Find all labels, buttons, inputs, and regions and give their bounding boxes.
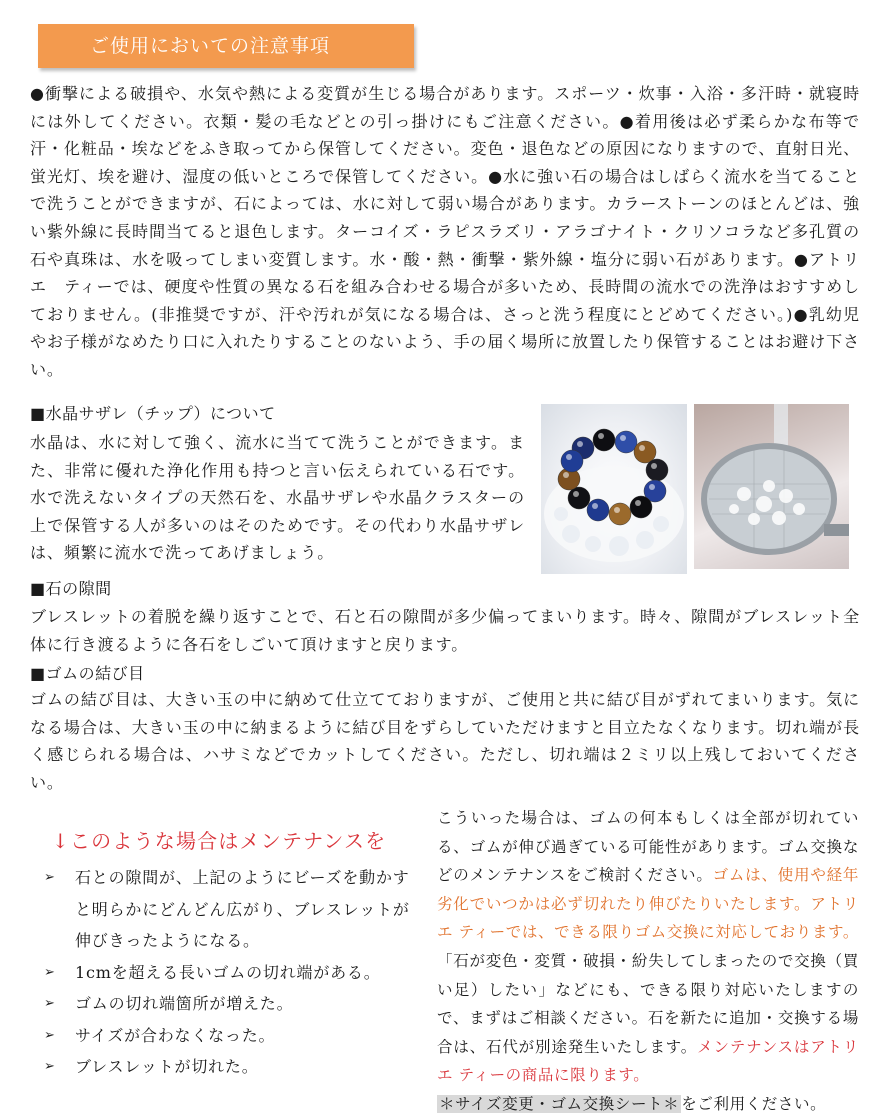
section-title: ご使用においての注意事項 [90, 35, 331, 57]
list-item: ➢ ゴムの切れ端箇所が増えた。 [44, 988, 419, 1020]
maintenance-list [44, 862, 419, 1083]
arrow-bullet-icon: ➢ [44, 1027, 56, 1043]
bracelet-illustration [541, 404, 687, 574]
rubber-knot-heading: ■ゴムの結び目 [30, 664, 145, 683]
arrow-bullet-icon: ➢ [44, 870, 56, 885]
crystal-chips-paragraph: 水晶は、水に対して強く、流水に当てて洗うことができます。また、非常に優れた浄化作用も持つと言い伝えられている石です。水で洗えないタイプの天然石を、水晶サザレや水晶クラスターの上で保管する人が多いのはそのためです。その代わり水晶サザレは、頻繁に流水で洗ってあげましょう。 [30, 433, 525, 563]
list-item: ➢ サイズが合わなくなった。 [44, 1020, 419, 1052]
rubber-knot-paragraph: ゴムの結び目は、大きい玉の中に納めて仕立てておりますが、ご使用と共に結び目がずれてまいります。気になる場合は、大きい玉の中に納まるように結び目をずらしていただけますと目立たなくなります。切れ端が長く感じられる場合は、ハサミなどでカットしてください。ただし、切れ端は２ミリ以上残しておいてください。 [30, 690, 860, 792]
crystal-chips-heading: ■水晶サザレ（チップ）について [30, 404, 276, 423]
list-item: ➢ ブレスレットが切れた。 [44, 1051, 419, 1083]
bracelet-photo [541, 404, 687, 574]
arrow-bullet-icon: ➢ [44, 1059, 56, 1074]
arrow-bullet-icon: ➢ [44, 996, 56, 1011]
stone-gap-heading: ■石の隙間 [30, 579, 112, 598]
list-item: ➢ 1cmを超える長いゴムの切れ端がある。 [44, 957, 419, 989]
arrow-bullet-icon: ➢ [44, 964, 56, 980]
maintenance-title: ↓このような場合はメンテナンスを [52, 829, 387, 853]
list-item: ➢ 石との隙間が、上記のようにビーズを動かすと明らかにどんどん広がり、ブレスレットが伸びきったようになる。 [44, 862, 419, 957]
maintenance-limit-note: メンテナンスはアトリエ ティーの商品に限ります。 [437, 1037, 859, 1085]
caution-intro-paragraph: ●衝撃による破損や、水気や熱による変質が生じる場合があります。スポーツ・炊事・入浴・多汗時・就寝時には外してください。衣類・髪の毛などとの引っ掛けにもご注意ください。●着用後は必ず柔らかな布等で汗・化粧品・埃などをふき取ってから保管してください。変色・退色などの原因になりますので、直射日光、蛍光灯、埃を避け、湿度の低いところで保管してください。●水に強い石の場合はしばらく流水を当てることで洗うことができますが、石によっては、水に対して弱い場合があります。カラーストーンのほとんどは、強い紫外線に長時間当てると退色します。ターコイズ・ラピスラズリ・アラゴナイト・クリソコラなど多孔質の石や真珠は、水を吸ってしまい変質します。水・酸・熱・衝撃・紫外線・塩分に弱い石があります。●アトリエ ティーでは、硬度や性質の異なる石を組み合わせる場合が多いため、長時間の流水での洗浄はおすすめしておりません。(非推奨ですが、汗や汚れが気になる場合は、さっと洗う程度にとどめてください。)●乳幼児やお子様がなめたり口に入れたりすることのないよう、手の届く場所に放置したり保管することはお避け下さい。 [30, 84, 860, 379]
washing-crystals-photo [694, 404, 849, 569]
rubber-replacement-note: ゴムは、使用や経年劣化でいつかは必ず切れたり伸びたりいたします。アトリエ ティーでは、できる限りゴム交換に対応しております。 [437, 866, 859, 942]
section-title-banner [38, 24, 414, 68]
sieve-illustration [694, 404, 849, 569]
maintenance-info-paragraph: こういった場合は、ゴムの何本もしくは全部が切れている、ゴムが伸び過ぎている可能性があります。ゴム交換などのメンテナンスをご検討ください。ゴムは、使用や経年劣化でいつかは必ず切れたり伸びたりいたします。アトリエ ティーでは、できる限りゴム交換に対応しております。「石が変色・変質・破損・紛失してしまったので交換（買い足）したい」などにも、できる限り対応いたしますので、まずはご相談ください。石を新たに追加・交換する場合は、石代が別途発生いたします。メンテナンスはアトリエ ティーの商品に限ります。 ＊サイズ変更・ゴム交換シート＊ をご利用ください。 [437, 809, 859, 1113]
size-change-sheet-label: ＊サイズ変更・ゴム交換シート＊ [439, 1094, 680, 1113]
stone-gap-paragraph: ブレスレットの着脱を繰り返すことで、石と石の隙間が多少偏ってまいります。時々、隙間がブレスレット全体に行き渡るように各石をしごいて頂けますと戻ります。 [30, 607, 860, 654]
